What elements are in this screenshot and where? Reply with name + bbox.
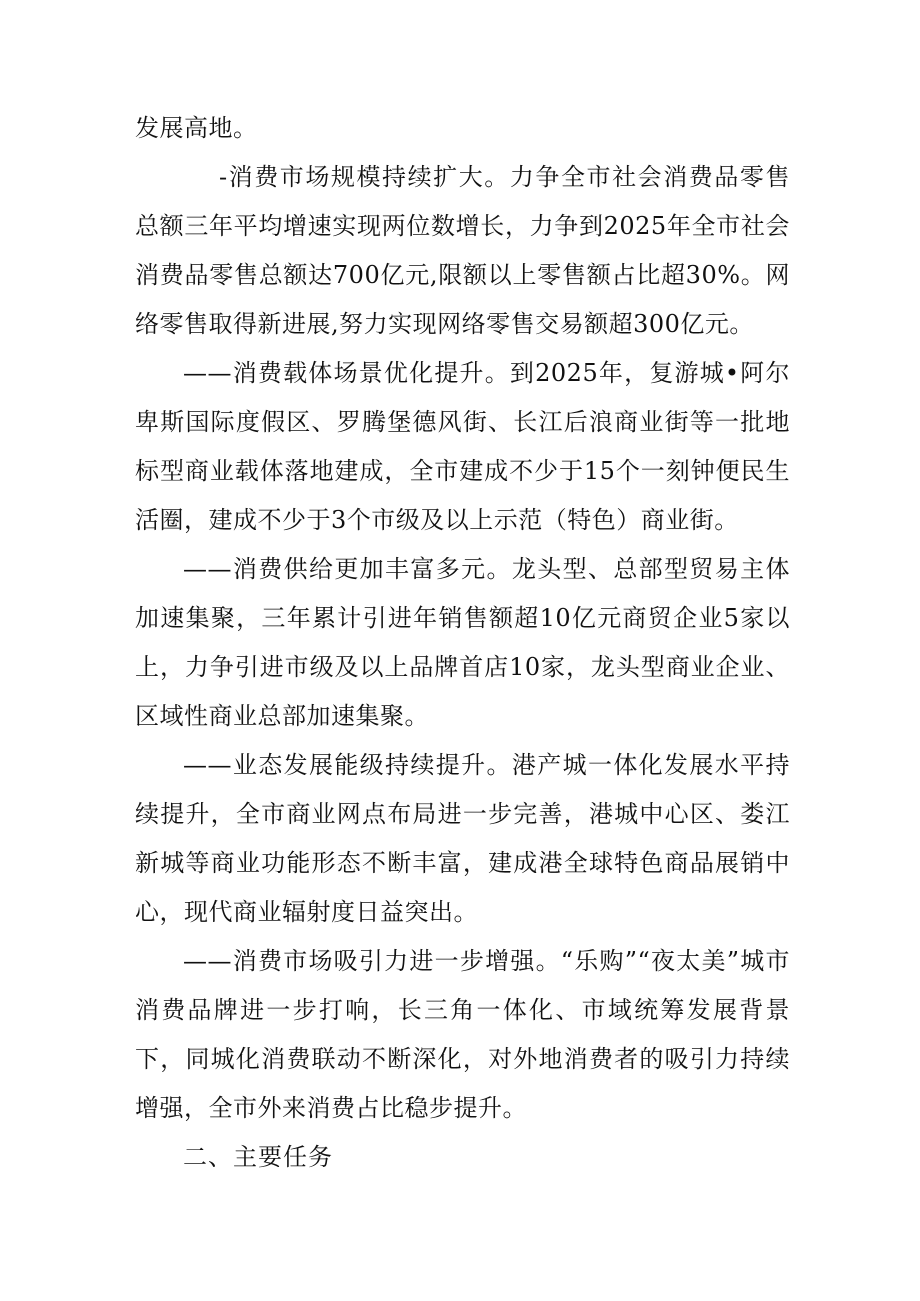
- paragraph-consumption-market-scale: -消费市场规模持续扩大。力争全市社会消费品零售总额三年平均增速实现两位数增长，力争到2025年全市社会消费品零售总额达700亿元,限额以上零售额占比超30%。网络零售取得新进展,努力实现网络零售交易额超300亿元。: [135, 163, 790, 338]
- paragraph-business-format-level: ——业态发展能级持续提升。港产城一体化发展水平持续提升，全市商业网点布局进一步完善，港城中心区、娄江新城等商业功能形态不断丰富，建成港全球特色商品展销中心，现代商业辐射度日益突出。: [135, 751, 790, 926]
- paragraph-continuation: 发展高地。: [135, 114, 258, 142]
- paragraph-consumption-carrier-scenes: ——消费载体场景优化提升。到2025年，复游城•阿尔卑斯国际度假区、罗腾堡德风街、长江后浪商业街等一批地标型商业载体落地建成，全市建成不少于15个一刻钟便民生活圈，建成不少于3个市级及以上示范（特色）商业街。: [135, 359, 790, 534]
- paragraph-market-attraction: ——消费市场吸引力进一步增强。“乐购”“夜太美”城市消费品牌进一步打响，长三角一体化、市域统筹发展背景下，同城化消费联动不断深化，对外地消费者的吸引力持续增强，全市外来消费占比稳步提升。: [135, 947, 790, 1122]
- section-heading: 二、主要任务: [183, 1143, 333, 1171]
- paragraph-consumption-supply: ——消费供给更加丰富多元。龙头型、总部型贸易主体加速集聚，三年累计引进年销售额超10亿元商贸企业5家以上，力争引进市级及以上品牌首店10家，龙头型商业企业、区域性商业总部加速集聚。: [135, 555, 790, 730]
